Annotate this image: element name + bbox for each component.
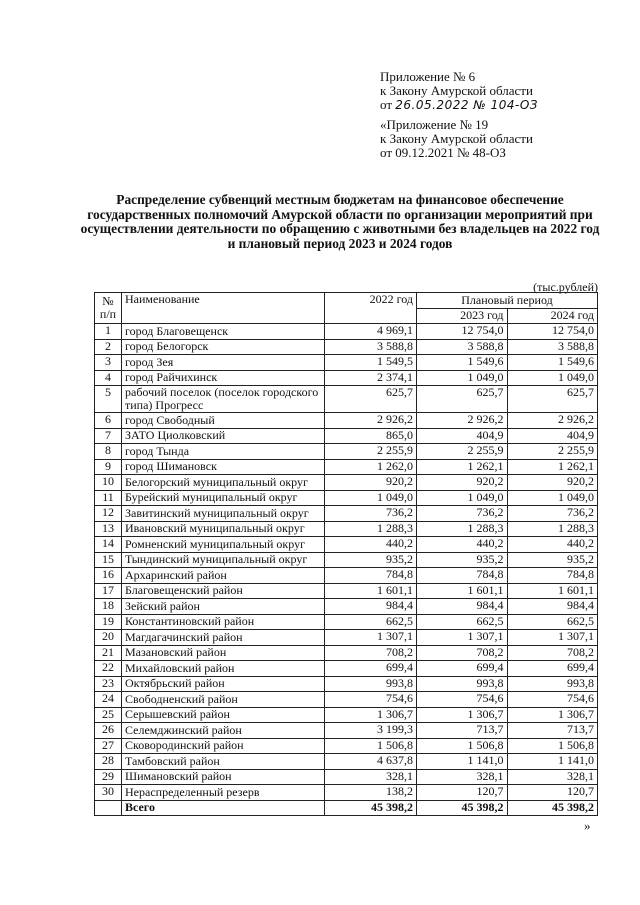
row-2023-cell: 328,1 xyxy=(417,769,508,785)
table-row xyxy=(95,661,598,677)
appendix-date-line xyxy=(380,98,538,112)
row-number-cell: 21 xyxy=(95,645,122,661)
row-name-cell: Сковородинский район xyxy=(122,738,325,754)
document-title: Распределение субвенций местным бюджетам на финансовое обеспечение государственных полномочий Амурской области по организации мероприятий при осуществлении деятельности по обращению с животными без владельцев на 2022 год и плановый период 2023 и 2024 годов xyxy=(80,192,600,251)
table-row xyxy=(95,692,598,708)
row-name-cell: город Свободный xyxy=(122,413,325,429)
row-2022-cell: 1 549,5 xyxy=(325,355,417,371)
table-row xyxy=(95,676,598,692)
row-2023-cell: 935,2 xyxy=(417,552,508,568)
row-2024-cell: 993,8 xyxy=(507,676,598,692)
header-name: Наименование xyxy=(122,293,325,324)
row-2023-cell: 708,2 xyxy=(417,645,508,661)
row-number-cell: 5 xyxy=(95,386,122,413)
row-2023-cell: 1 262,1 xyxy=(417,459,508,475)
row-2023-cell: 784,8 xyxy=(417,568,508,584)
row-number-cell: 12 xyxy=(95,506,122,522)
table-row xyxy=(95,630,598,646)
row-number-cell: 16 xyxy=(95,568,122,584)
row-2022-cell: 2 374,1 xyxy=(325,370,417,386)
total-row xyxy=(95,800,598,816)
row-number-cell: 23 xyxy=(95,676,122,692)
row-2023-cell: 1 306,7 xyxy=(417,707,508,723)
row-2023-cell: 699,4 xyxy=(417,661,508,677)
row-2024-cell: 754,6 xyxy=(507,692,598,708)
header-number xyxy=(95,293,122,324)
header-2022: 2022 год xyxy=(325,293,417,324)
header-planned-period: Плановый период xyxy=(417,293,598,309)
row-2022-cell: 935,2 xyxy=(325,552,417,568)
row-number-cell: 29 xyxy=(95,769,122,785)
row-number-cell: 28 xyxy=(95,754,122,770)
table-row xyxy=(95,370,598,386)
table-row xyxy=(95,428,598,444)
row-name-cell: Магдагачинский район xyxy=(122,630,325,646)
row-2022-cell: 328,1 xyxy=(325,769,417,785)
row-2024-cell: 625,7 xyxy=(507,386,598,413)
row-2024-cell: 1 288,3 xyxy=(507,521,598,537)
row-2023-cell: 754,6 xyxy=(417,692,508,708)
row-number-cell: 26 xyxy=(95,723,122,739)
row-2023-cell: 1 601,1 xyxy=(417,583,508,599)
total-2023-cell: 45 398,2 xyxy=(417,800,508,816)
row-2024-cell: 736,2 xyxy=(507,506,598,522)
row-name-cell: Серышевский район xyxy=(122,707,325,723)
row-2022-cell: 2 926,2 xyxy=(325,413,417,429)
row-2022-cell: 699,4 xyxy=(325,661,417,677)
row-name-cell: рабочий поселок (поселок городского типа) Прогресс xyxy=(122,386,325,413)
table-row xyxy=(95,475,598,491)
table-row xyxy=(95,521,598,537)
table-row xyxy=(95,645,598,661)
row-2022-cell: 784,8 xyxy=(325,568,417,584)
row-name-cell: Завитинский муниципальный округ xyxy=(122,506,325,522)
row-2024-cell: 120,7 xyxy=(507,785,598,801)
header-number-line2: п/п xyxy=(99,307,117,321)
row-2023-cell: 120,7 xyxy=(417,785,508,801)
row-2024-cell: 713,7 xyxy=(507,723,598,739)
row-2024-cell: 3 588,8 xyxy=(507,339,598,355)
row-2023-cell: 404,9 xyxy=(417,428,508,444)
row-2022-cell: 708,2 xyxy=(325,645,417,661)
row-name-cell: Октябрьский район xyxy=(122,676,325,692)
appendix-from-prefix: от xyxy=(380,97,393,112)
row-2024-cell: 1 049,0 xyxy=(507,490,598,506)
row-number-cell: 4 xyxy=(95,370,122,386)
table-row xyxy=(95,413,598,429)
previous-appendix-date-number: от 09.12.2021 № 48-ОЗ xyxy=(380,145,506,160)
row-2023-cell: 1 049,0 xyxy=(417,370,508,386)
row-2022-cell: 138,2 xyxy=(325,785,417,801)
table-row xyxy=(95,324,598,340)
row-2022-cell: 625,7 xyxy=(325,386,417,413)
table-row xyxy=(95,386,598,413)
row-number-cell: 17 xyxy=(95,583,122,599)
row-name-cell: Ивановский муниципальный округ xyxy=(122,521,325,537)
row-number-cell: 8 xyxy=(95,444,122,460)
table-row xyxy=(95,707,598,723)
row-number-cell: 14 xyxy=(95,537,122,553)
subvention-table xyxy=(94,292,598,816)
row-2024-cell: 1 549,6 xyxy=(507,355,598,371)
row-2024-cell: 984,4 xyxy=(507,599,598,615)
row-2024-cell: 699,4 xyxy=(507,661,598,677)
row-2023-cell: 1 141,0 xyxy=(417,754,508,770)
row-name-cell: Белогорский муниципальный округ xyxy=(122,475,325,491)
table-row xyxy=(95,506,598,522)
header-2023: 2023 год xyxy=(417,308,508,324)
row-name-cell: город Белогорск xyxy=(122,339,325,355)
row-2023-cell: 440,2 xyxy=(417,537,508,553)
row-name-cell: Архаринский район xyxy=(122,568,325,584)
row-2024-cell: 1 601,1 xyxy=(507,583,598,599)
appendix-header xyxy=(380,70,538,112)
row-2024-cell: 12 754,0 xyxy=(507,324,598,340)
table-row xyxy=(95,723,598,739)
row-2022-cell: 4 637,8 xyxy=(325,754,417,770)
table-row xyxy=(95,459,598,475)
row-2024-cell: 1 306,7 xyxy=(507,707,598,723)
row-name-cell: Селемджинский район xyxy=(122,723,325,739)
total-label-cell: Всего xyxy=(122,800,325,816)
row-2023-cell: 736,2 xyxy=(417,506,508,522)
row-2024-cell: 708,2 xyxy=(507,645,598,661)
row-2022-cell: 993,8 xyxy=(325,676,417,692)
row-number-cell: 30 xyxy=(95,785,122,801)
row-2022-cell: 440,2 xyxy=(325,537,417,553)
table-row xyxy=(95,537,598,553)
closing-quote: » xyxy=(584,818,591,833)
row-2023-cell: 1 049,0 xyxy=(417,490,508,506)
row-number-cell: 18 xyxy=(95,599,122,615)
row-2023-cell: 984,4 xyxy=(417,599,508,615)
handwritten-date-number: 26.05.2022 № 104-ОЗ xyxy=(395,98,538,112)
row-number-cell: 27 xyxy=(95,738,122,754)
row-number-cell: 13 xyxy=(95,521,122,537)
row-2024-cell: 784,8 xyxy=(507,568,598,584)
table-row xyxy=(95,754,598,770)
row-name-cell: Михайловский район xyxy=(122,661,325,677)
row-number-cell: 6 xyxy=(95,413,122,429)
row-number-cell: 25 xyxy=(95,707,122,723)
row-name-cell: Мазановский район xyxy=(122,645,325,661)
row-2024-cell: 1 141,0 xyxy=(507,754,598,770)
table-row xyxy=(95,614,598,630)
row-2022-cell: 865,0 xyxy=(325,428,417,444)
units-label: (тыс.рублей) xyxy=(533,280,598,294)
header-2024: 2024 год xyxy=(507,308,598,324)
total-2022-cell: 45 398,2 xyxy=(325,800,417,816)
row-2022-cell: 984,4 xyxy=(325,599,417,615)
table-row xyxy=(95,599,598,615)
row-name-cell: Шимановский район xyxy=(122,769,325,785)
row-2022-cell: 662,5 xyxy=(325,614,417,630)
row-2024-cell: 2 255,9 xyxy=(507,444,598,460)
row-name-cell: город Шимановск xyxy=(122,459,325,475)
row-2022-cell: 1 288,3 xyxy=(325,521,417,537)
total-2024-cell: 45 398,2 xyxy=(507,800,598,816)
table-row xyxy=(95,444,598,460)
row-2023-cell: 2 926,2 xyxy=(417,413,508,429)
row-name-cell: Благовещенский район xyxy=(122,583,325,599)
table-header-row xyxy=(95,293,598,309)
row-2022-cell: 1 307,1 xyxy=(325,630,417,646)
row-2022-cell: 1 049,0 xyxy=(325,490,417,506)
row-2023-cell: 713,7 xyxy=(417,723,508,739)
row-number-cell: 22 xyxy=(95,661,122,677)
total-number-cell xyxy=(95,800,122,816)
row-number-cell: 10 xyxy=(95,475,122,491)
row-2024-cell: 920,2 xyxy=(507,475,598,491)
row-2024-cell: 2 926,2 xyxy=(507,413,598,429)
row-number-cell: 15 xyxy=(95,552,122,568)
row-2023-cell: 920,2 xyxy=(417,475,508,491)
row-2022-cell: 736,2 xyxy=(325,506,417,522)
table-row xyxy=(95,490,598,506)
row-number-cell: 9 xyxy=(95,459,122,475)
row-2023-cell: 1 506,8 xyxy=(417,738,508,754)
previous-appendix-header xyxy=(380,118,533,160)
row-2023-cell: 3 588,8 xyxy=(417,339,508,355)
row-2023-cell: 12 754,0 xyxy=(417,324,508,340)
row-2022-cell: 1 262,0 xyxy=(325,459,417,475)
row-2024-cell: 404,9 xyxy=(507,428,598,444)
previous-appendix-title: «Приложение № 19 xyxy=(380,117,489,132)
table-body xyxy=(95,324,598,816)
row-name-cell: Зейский район xyxy=(122,599,325,615)
row-2022-cell: 3 199,3 xyxy=(325,723,417,739)
row-2024-cell: 328,1 xyxy=(507,769,598,785)
row-number-cell: 20 xyxy=(95,630,122,646)
row-2024-cell: 1 307,1 xyxy=(507,630,598,646)
row-2022-cell: 2 255,9 xyxy=(325,444,417,460)
row-name-cell: город Райчихинск xyxy=(122,370,325,386)
row-2023-cell: 625,7 xyxy=(417,386,508,413)
row-2023-cell: 993,8 xyxy=(417,676,508,692)
row-2023-cell: 1 549,6 xyxy=(417,355,508,371)
row-name-cell: город Зея xyxy=(122,355,325,371)
row-2023-cell: 1 288,3 xyxy=(417,521,508,537)
row-name-cell: Тындинский муниципальный округ xyxy=(122,552,325,568)
row-2023-cell: 662,5 xyxy=(417,614,508,630)
row-2022-cell: 920,2 xyxy=(325,475,417,491)
row-2022-cell: 1 306,7 xyxy=(325,707,417,723)
previous-appendix-law-ref: к Закону Амурской области xyxy=(380,131,533,146)
row-2024-cell: 662,5 xyxy=(507,614,598,630)
row-name-cell: город Тында xyxy=(122,444,325,460)
row-name-cell: Тамбовский район xyxy=(122,754,325,770)
row-name-cell: Ромненский муниципальный округ xyxy=(122,537,325,553)
header-number-line1: № xyxy=(102,294,114,308)
row-name-cell: город Благовещенск xyxy=(122,324,325,340)
row-2024-cell: 1 049,0 xyxy=(507,370,598,386)
row-2024-cell: 1 506,8 xyxy=(507,738,598,754)
table-row xyxy=(95,738,598,754)
row-number-cell: 19 xyxy=(95,614,122,630)
row-name-cell: ЗАТО Циолковский xyxy=(122,428,325,444)
table-row xyxy=(95,355,598,371)
row-2022-cell: 1 601,1 xyxy=(325,583,417,599)
table-row xyxy=(95,568,598,584)
row-number-cell: 11 xyxy=(95,490,122,506)
row-name-cell: Константиновский район xyxy=(122,614,325,630)
row-name-cell: Нераспределенный резерв xyxy=(122,785,325,801)
row-2024-cell: 1 262,1 xyxy=(507,459,598,475)
row-number-cell: 7 xyxy=(95,428,122,444)
row-2023-cell: 2 255,9 xyxy=(417,444,508,460)
table-row xyxy=(95,769,598,785)
row-2023-cell: 1 307,1 xyxy=(417,630,508,646)
row-2024-cell: 440,2 xyxy=(507,537,598,553)
appendix-law-ref: к Закону Амурской области xyxy=(380,83,533,98)
row-2022-cell: 4 969,1 xyxy=(325,324,417,340)
row-name-cell: Свободненский район xyxy=(122,692,325,708)
row-2022-cell: 754,6 xyxy=(325,692,417,708)
table-row xyxy=(95,785,598,801)
row-number-cell: 24 xyxy=(95,692,122,708)
row-number-cell: 2 xyxy=(95,339,122,355)
row-2024-cell: 935,2 xyxy=(507,552,598,568)
table-row xyxy=(95,583,598,599)
row-2022-cell: 1 506,8 xyxy=(325,738,417,754)
row-name-cell: Бурейский муниципальный округ xyxy=(122,490,325,506)
table-row xyxy=(95,552,598,568)
row-2022-cell: 3 588,8 xyxy=(325,339,417,355)
appendix-title: Приложение № 6 xyxy=(380,69,476,84)
table-row xyxy=(95,339,598,355)
row-number-cell: 3 xyxy=(95,355,122,371)
row-number-cell: 1 xyxy=(95,324,122,340)
